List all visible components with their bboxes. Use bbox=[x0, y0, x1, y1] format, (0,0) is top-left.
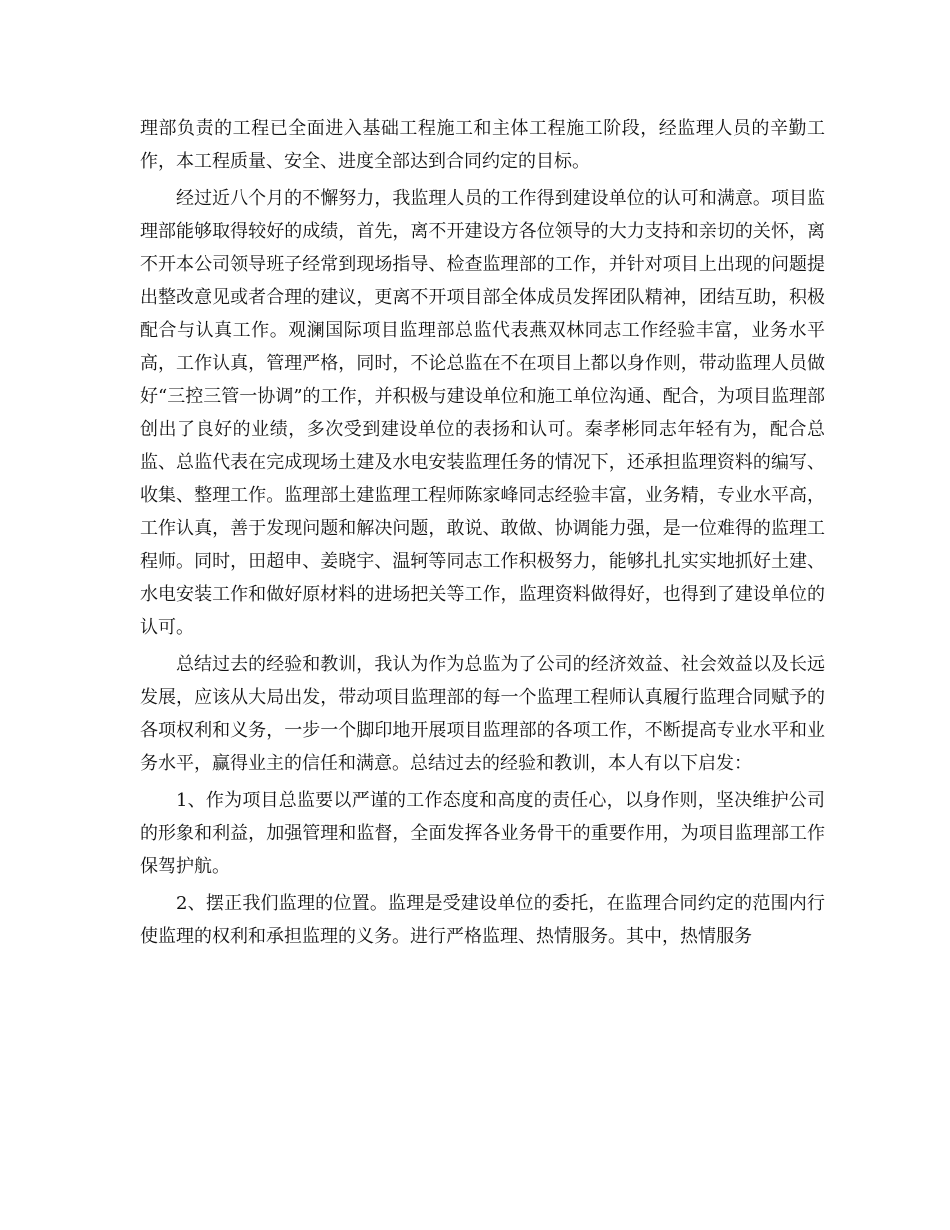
paragraph-5: 2、摆正我们监理的位置。监理是受建设单位的委托，在监理合同约定的范围内行使监理的权利和承担监理的义务。进行严格监理、热情服务。其中，热情服务 bbox=[140, 893, 825, 947]
paragraph-1: 理部负责的工程已全面进入基础工程施工和主体工程施工阶段，经监理人员的辛勤工作，本工程质量、安全、进度全部达到合同约定的目标。 bbox=[140, 118, 825, 172]
paragraph-4: 1、作为项目总监要以严谨的工作态度和高度的责任心，以身作则，坚决维护公司的形象和利益，加强管理和监督，全面发挥各业务骨干的重要作用，为项目监理部工作保驾护航。 bbox=[140, 790, 825, 877]
paragraph-2: 经过近八个月的不懈努力，我监理人员的工作得到建设单位的认可和满意。项目监理部能够取得较好的成绩，首先，离不开建设方各位领导的大力支持和亲切的关怀，离不开本公司领导班子经常到现场指导、检查监理部的工作，并针对项目上出现的问题提出整改意见或者合理的建议，更离不开项目部全体成员发挥团队精神，团结互助，积极配合与认真工作。观澜国际项目监理部总监代表燕双林同志工作经验丰富，业务水平高，工作认真，管理严格，同时，不论总监在不在项目上都以身作则，带动监理人员做好“三控三管一协调”的工作，并积极与建设单位和施工单位沟通、配合，为项目监理部创出了良好的业绩，多次受到建设单位的表扬和认可。秦孝彬同志年轻有为，配合总监、总监代表在完成现场土建及水电安装监理任务的情况下，还承担监理资料的编写、收集、整理工作。监理部土建监理工程师陈家峰同志经验丰富，业务精，专业水平高，工作认真，善于发现问题和解决问题，敢说、敢做、协调能力强，是一位难得的监理工程师。同时，田超申、姜晓宇、温轲等同志工作积极努力，能够扎扎实实地抓好土建、水电安装工作和做好原材料的进场把关等工作，监理资料做得好，也得到了建设单位的认可。 bbox=[140, 188, 825, 638]
paragraph-3: 总结过去的经验和教训，我认为作为总监为了公司的经济效益、社会效益以及长远发展，应该从大局出发，带动项目监理部的每一个监理工程师认真履行监理合同赋予的各项权利和义务，一步一个脚印地开展项目监理部的各项工作，不断提高专业水平和业务水平，赢得业主的信任和满意。总结过去的经验和教训，本人有以下启发： bbox=[140, 654, 825, 774]
document-page bbox=[140, 112, 825, 953]
